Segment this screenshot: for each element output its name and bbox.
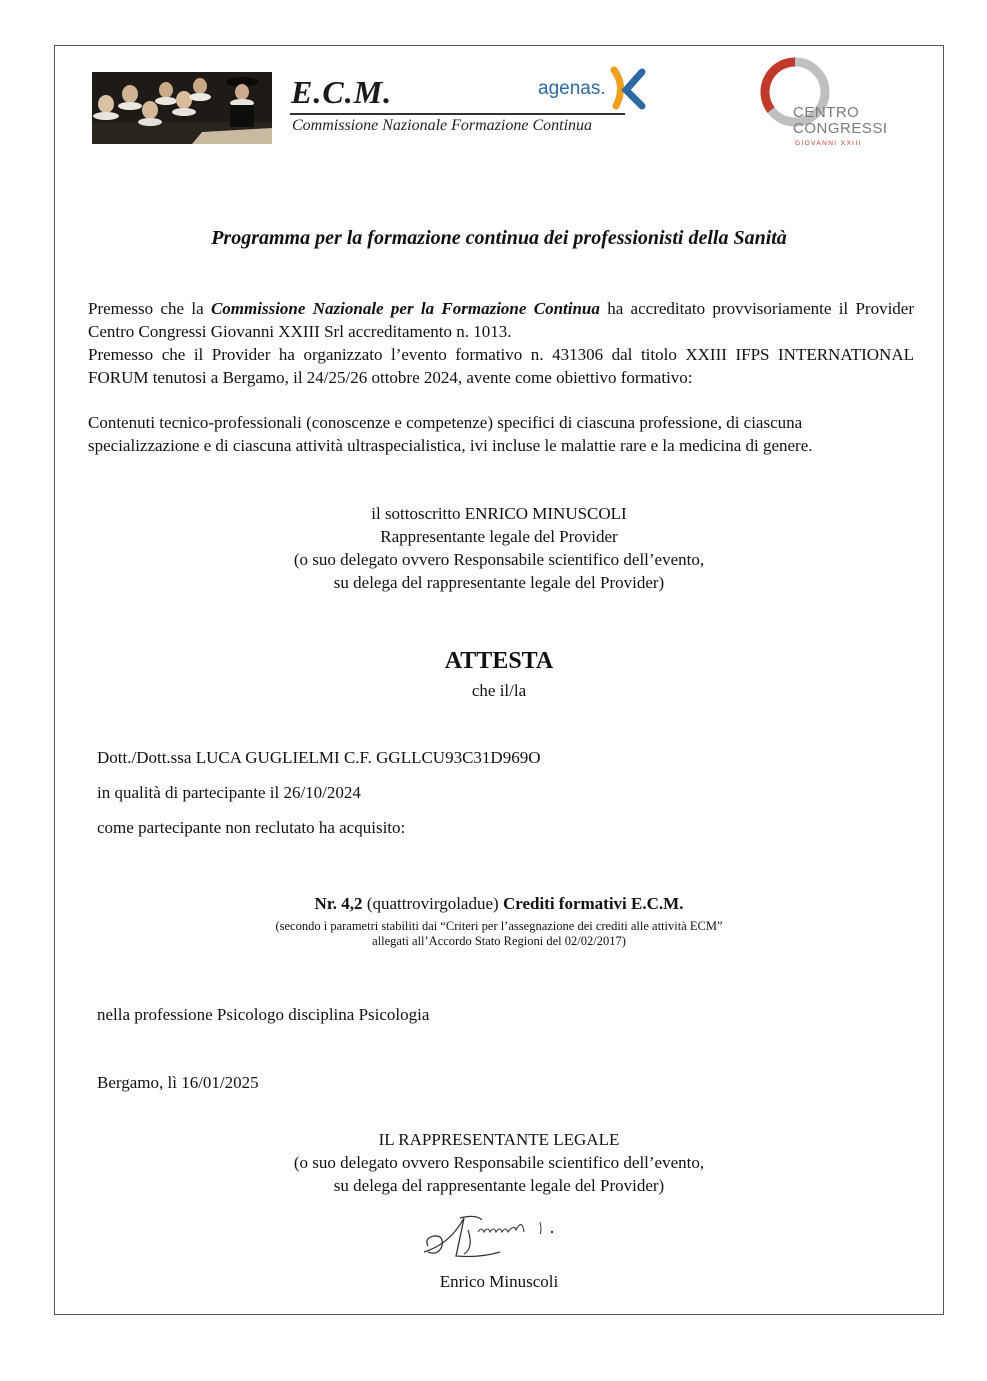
che-il-la: che il/la — [471, 681, 527, 700]
acquired-line: come partecipante non reclutato ha acquisito: — [97, 818, 406, 837]
ecm-divider — [290, 113, 625, 115]
legal-line3: su delega del rappresentante legale del Provider) — [333, 1176, 665, 1195]
criteria-line1: (secondo i parametri stabiliti dai “Criteri per l’assegnazione dei crediti alle attività ECM” — [275, 919, 723, 933]
credits-number: Nr. 4,2 — [314, 894, 363, 913]
signer-line2: Rappresentante legale del Provider — [380, 527, 618, 546]
premise-paragraph — [88, 297, 914, 389]
anatomy-lesson-painting — [92, 72, 272, 144]
commission-name: Commissione Nazionale per la Formazione Continua — [210, 299, 600, 318]
objective-paragraph: Contenuti tecnico-professionali (conoscenze e competenze) specifici di ciascuna professione, di ciascuna specializzazione e di ciascuna attività ultraspecialistica, ivi incluse le malattie rare e la medicina di genere. — [88, 413, 813, 455]
legal-line2: (o suo delegato ovvero Responsabile scientifico dell’evento, — [293, 1153, 705, 1172]
participant-name: Dott./Dott.ssa LUCA GUGLIELMI C.F. GGLLCU93C31D969O — [97, 748, 541, 767]
signer-line1: il sottoscritto ENRICO MINUSCOLI — [371, 504, 627, 523]
centro-logo-line3: GIOVANNI XXIII — [795, 140, 862, 147]
premise-text-a: Premesso che la — [88, 299, 211, 318]
criteria-note — [54, 919, 944, 949]
credits-line — [54, 894, 944, 914]
centro-logo-line1: CENTRO — [793, 104, 860, 121]
legal-line1: IL RAPPRESENTANTE LEGALE — [378, 1130, 620, 1149]
signer-line4: su delega del rappresentante legale del Provider) — [333, 573, 665, 592]
centro-logo-line2: CONGRESSI — [793, 120, 888, 137]
credits-label: Crediti formativi E.C.M. — [502, 894, 684, 913]
signature-name: Enrico Minuscoli — [439, 1272, 559, 1291]
ecm-title: E.C.M. — [291, 74, 393, 110]
handwritten-signature — [420, 1208, 585, 1266]
premise-text-b: ha accreditato provvisoriamente il Provider Centro Congressi Giovanni XXIII Srl accreditamento n. 1013. — [88, 299, 915, 341]
ecm-subtitle: Commissione Nazionale Formazione Continua — [292, 117, 593, 134]
participation-role: in qualità di partecipante il 26/10/2024 — [97, 783, 361, 802]
agenas-logo-icon — [608, 66, 648, 110]
document-heading: Programma per la formazione continua dei professionisti della Sanità — [211, 227, 787, 249]
agenas-logo-text: agenas. — [538, 78, 606, 99]
centro-congressi-logo-icon — [757, 52, 897, 154]
criteria-line2: allegati all’Accordo Stato Regioni del 02/02/2017) — [372, 934, 626, 948]
premise-text-c: Premesso che il Provider ha organizzato l’evento formativo n. 431306 dal titolo XXIII IFPS INTERNATIONAL FORUM tenutosi a Bergamo, il 24/25/26 ottobre 2024, avente come obiettivo formativo: — [88, 345, 914, 387]
legal-representative-block — [54, 1128, 944, 1197]
signer-line3: (o suo delegato ovvero Responsabile scientifico dell’evento, — [293, 550, 705, 569]
signer-block — [54, 502, 944, 594]
attesta-heading: ATTESTA — [444, 648, 554, 674]
profession-line: nella professione Psicologo disciplina Psicologia — [97, 1005, 430, 1024]
place-date: Bergamo, lì 16/01/2025 — [97, 1073, 259, 1092]
credits-words: (quattrovirgoladue) — [362, 894, 503, 913]
